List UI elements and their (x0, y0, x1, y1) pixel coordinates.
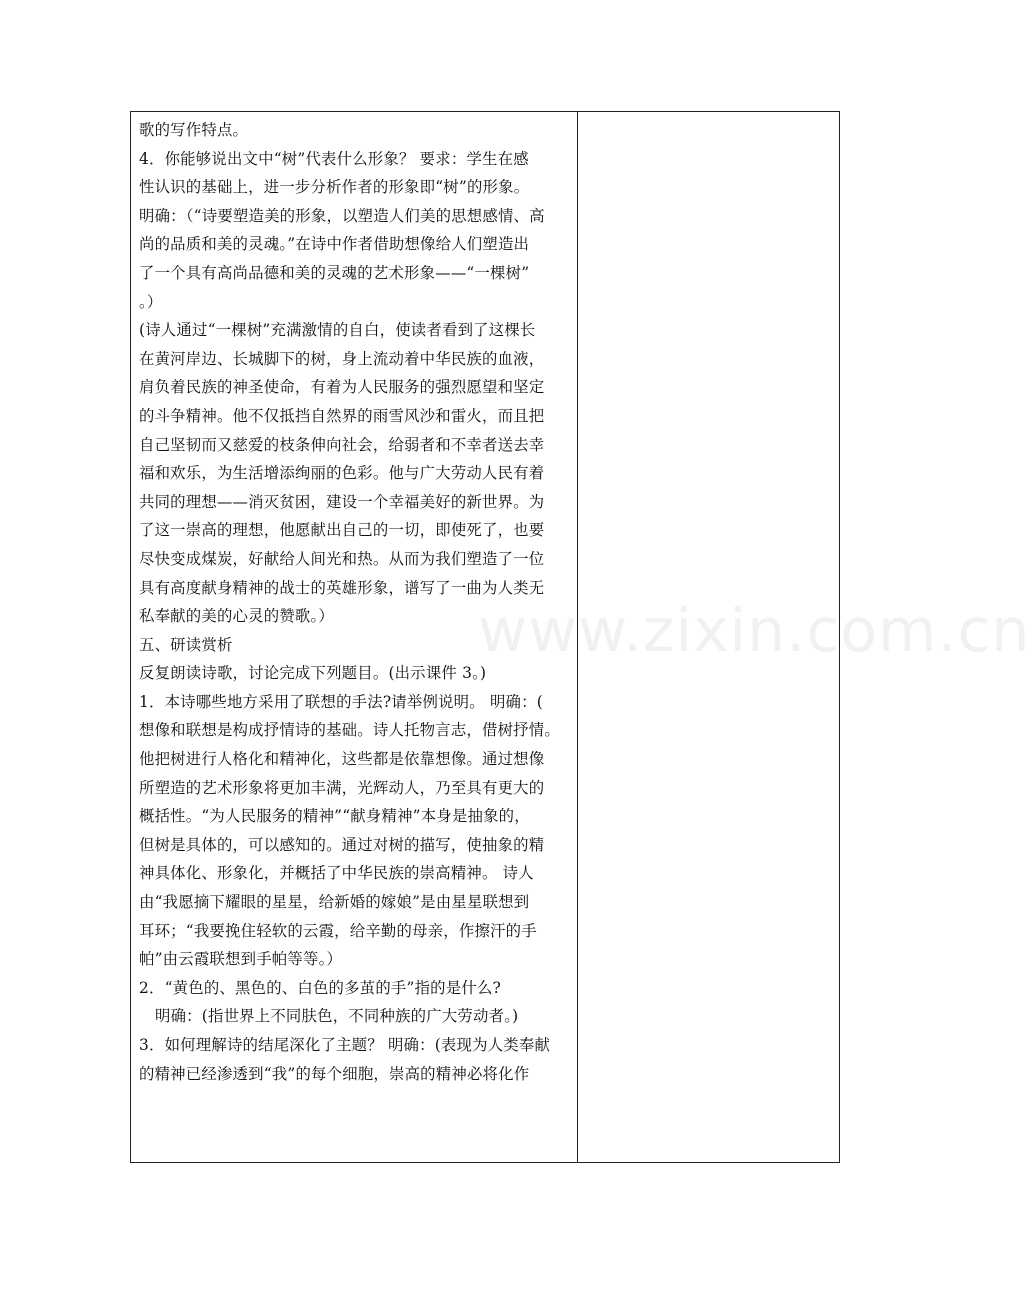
text-line: 他把树进行人格化和精神化，这些都是依靠想像。通过想像 (139, 750, 545, 769)
text-line: 了这一崇高的理想，他愿献出自己的一切，即使死了，也要 (139, 521, 545, 540)
notes-cell (578, 112, 839, 1162)
text-line: 共同的理想——消灭贫困，建设一个幸福美好的新世界。为 (139, 492, 545, 511)
text-line: 歌的写作特点。 (139, 121, 249, 139)
text-line: 。） (139, 292, 163, 311)
text-line: 帕”由云霞联想到手帕等等。） (139, 950, 343, 969)
text-line: 具有高度献身精神的战士的英雄形象，谱写了一曲为人类无 (139, 578, 545, 597)
text-line: 性认识的基础上，进一步分析作者的形象即“树”的形象。 (139, 178, 530, 197)
text-line: 的精神已经渗透到“我”的每个细胞，崇高的精神必将化作 (139, 1064, 530, 1083)
text-line: 由“我愿摘下耀眼的星星，给新婚的嫁娘”是由星星联想到 (139, 893, 530, 912)
content-cell (139, 116, 571, 1088)
text-line: 3．如何理解诗的结尾深化了主题？ 明确：(表现为人类奉献 (139, 1036, 551, 1054)
text-line: 尚的品质和美的灵魂。”在诗中作者借助想像给人们塑造出 (139, 235, 530, 254)
text-line: 想像和联想是构成抒情诗的基础。诗人托物言志，借树抒情。 (139, 721, 560, 740)
text-line: 尽快变成煤炭，好献给人间光和热。从而为我们塑造了一位 (139, 549, 545, 568)
text-line: 反复朗读诗歌，讨论完成下列题目。(出示课件 3。) (139, 664, 487, 683)
text-line: (诗人通过“一棵树”充满激情的自白，使读者看到了这棵长 (139, 321, 536, 340)
text-line: 所塑造的艺术形象将更加丰满，光辉动人，乃至具有更大的 (139, 778, 545, 797)
lesson-table (130, 111, 840, 1163)
text-line: 神具体化、形象化，并概括了中华民族的崇高精神。 诗人 (139, 864, 534, 883)
text-line: 在黄河岸边、长城脚下的树，身上流动着中华民族的血液， (139, 349, 545, 368)
text-line: 了一个具有高尚品德和美的灵魂的艺术形象——“一棵树” (139, 263, 530, 282)
text-line: 明确：（“诗要塑造美的形象，以塑造人们美的思想感情、高 (139, 206, 545, 225)
text-line: 的斗争精神。他不仅抵挡自然界的雨雪风沙和雷火，而且把 (139, 406, 545, 425)
text-line: 但树是具体的，可以感知的。通过对树的描写，使抽象的精 (139, 835, 545, 854)
watermark: www.zixin.com.cn (478, 596, 1030, 666)
text-line: 1．本诗哪些地方采用了联想的手法?请举例说明。 明确：( (139, 692, 543, 711)
text-line: 自己坚韧而又慈爱的枝条伸向社会，给弱者和不幸者送去幸 (139, 435, 545, 454)
text-line: 概括性。“为人民服务的精神”“献身精神”本身是抽象的， (139, 807, 530, 826)
text-line: 明确：(指世界上不同肤色，不同种族的广大劳动者。) (155, 1007, 519, 1026)
text-line: 福和欢乐，为生活增添绚丽的色彩。他与广大劳动人民有着 (139, 464, 545, 483)
text-line: 4．你能够说出文中“树”代表什么形象？ 要求：学生在感 (139, 149, 529, 168)
text-line: 私奉献的美的心灵的赞歌。） (139, 607, 334, 626)
section-heading: 五、研读赏析 (139, 635, 233, 654)
text-line: 耳环；“我要挽住轻软的云霞，给辛勤的母亲，作擦汗的手 (139, 921, 537, 940)
text-line: 2．“黄色的、黑色的、白色的多茧的手”指的是什么? (139, 978, 501, 997)
text-line: 肩负着民族的神圣使命，有着为人民服务的强烈愿望和坚定 (139, 378, 545, 397)
